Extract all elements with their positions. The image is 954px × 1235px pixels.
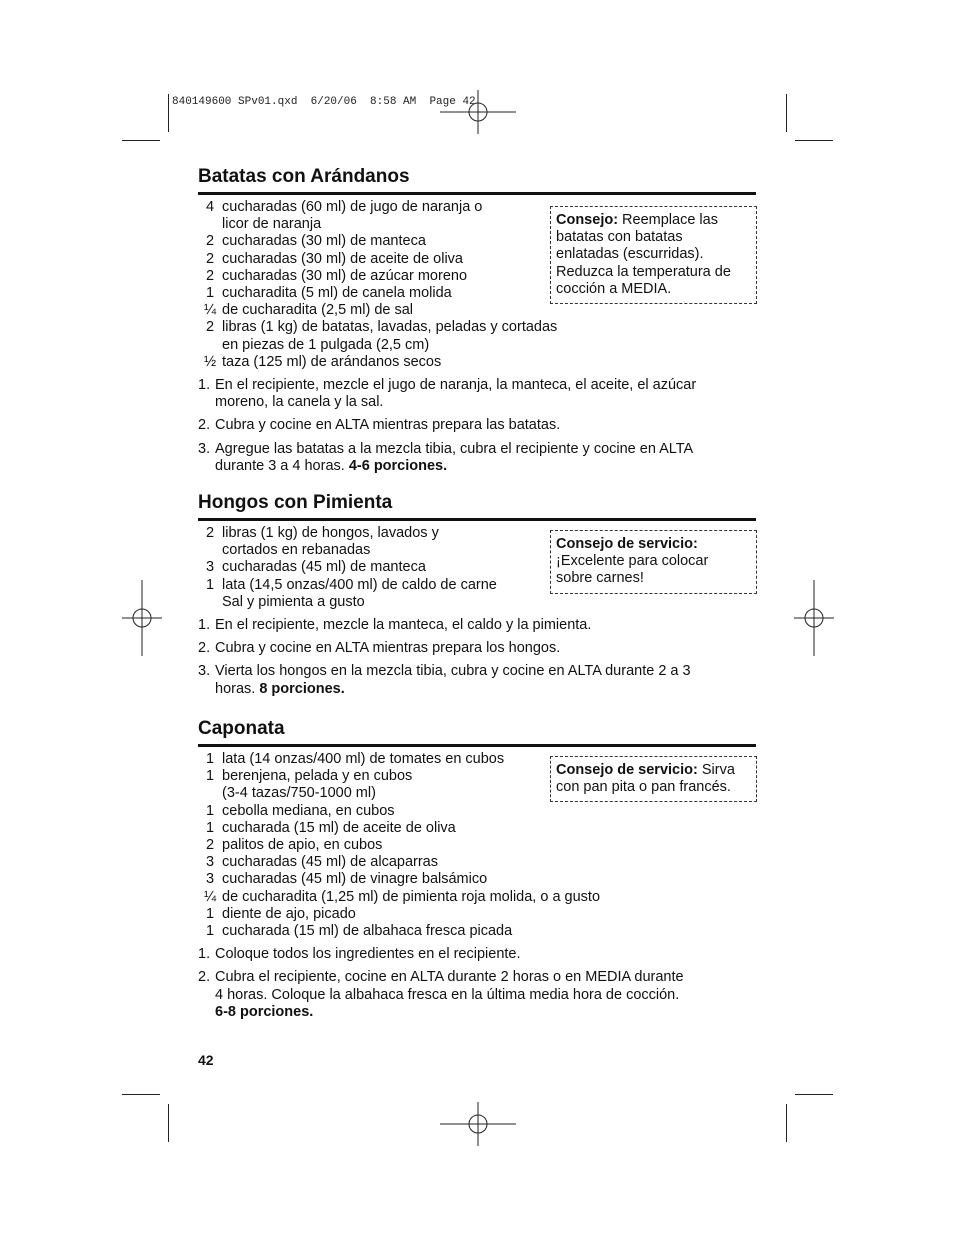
ingredient-qty: ¼ [203,888,217,905]
step-text: Coloque todos los ingredientes en el recipiente. [215,946,521,963]
tip-box [550,530,757,594]
step-item [198,969,756,1021]
ingredient-qty: 1 [205,768,215,785]
ingredient-qty: ¼ [203,302,217,319]
step-text: Agregue las batatas a la mezcla tibia, cubra el recipiente y cocine en ALTA durante 3 a 4 horas. [215,440,694,474]
step-text: Cubra el recipiente, cocine en ALTA durante 2 horas o en MEDIA durante 4 horas. Coloque la albahaca fresca en la última media hora de cocción. [215,969,684,1003]
ingredient-text: lata (14,5 onzas/400 ml) de caldo de carne [222,576,497,593]
tip-label: Consejo de servicio: [556,762,698,778]
ingredient-text: berenjena, pelada y en cubos (3-4 tazas/750-1000 ml) [222,768,413,802]
step-bold: 4-6 porciones. [348,457,448,474]
ingredient-text: cucharadas (45 ml) de alcaparras [222,854,438,871]
recipe-title: Caponata [198,719,756,747]
ingredient-qty: ½ [203,353,217,370]
registration-mark-left [122,580,162,656]
ingredient-text: cucharadas (45 ml) de manteca [222,559,426,576]
ingredient-qty: 1 [205,819,215,836]
ingredient-text: taza (125 ml) de arándanos secos [222,353,442,370]
step-text: En el recipiente, mezcle la manteca, el caldo y la pimienta. [215,617,592,634]
tip-text: Sirva con pan pita o pan francés. [556,762,735,796]
registration-mark-top [440,90,516,134]
crop-mark [795,140,833,141]
registration-mark-bottom [440,1102,516,1146]
ingredient-qty: 1 [205,285,215,302]
step-text: Cubra y cocine en ALTA mientras prepara los hongos. [215,640,561,657]
ingredient-item [198,854,756,871]
ingredient-item [198,354,756,371]
step-item [198,441,756,475]
ingredient-text: cucharada (15 ml) de aceite de oliva [222,819,456,836]
crop-mark [122,140,160,141]
ingredient-qty: 2 [205,250,215,267]
ingredient-text: cucharadita (5 ml) de canela molida [222,285,452,302]
ingredient-item [198,906,756,923]
ingredient-qty: 1 [205,751,215,767]
ingredient-qty: 1 [205,905,215,922]
tip-box [550,206,757,304]
ingredient-text: cebolla mediana, en cubos [222,802,395,819]
ingredient-text: libras (1 kg) de hongos, lavados y cortados en rebanadas [222,525,439,559]
step-item [198,640,756,657]
registration-mark-right [794,580,834,656]
crop-mark [795,1094,833,1095]
crop-mark [786,94,787,132]
step-number: 2. [198,640,211,657]
ingredient-qty: 2 [205,319,215,336]
crop-mark [168,94,169,132]
ingredient-qty: 1 [205,576,215,593]
ingredient-text: cucharadas (30 ml) de aceite de oliva [222,250,463,267]
step-number: 2. [198,417,211,434]
crop-mark [122,1094,160,1095]
ingredient-item [198,923,756,940]
ingredient-item [198,837,756,854]
tip-box [550,756,757,802]
ingredient-text: cucharadas (30 ml) de azúcar moreno [222,267,468,284]
step-item [198,377,756,411]
step-number: 2. [198,969,211,986]
ingredient-qty: 4 [205,199,215,215]
ingredient-text: cucharadas (45 ml) de vinagre balsámico [222,871,488,888]
ingredient-item [198,594,756,611]
ingredient-qty [198,594,222,611]
step-item [198,617,756,634]
step-number: 3. [198,440,211,457]
step-number: 1. [198,946,211,963]
step-number: 1. [198,377,211,394]
step-bold: 8 porciones. [259,680,345,697]
ingredient-text: lata (14 onzas/400 ml) de tomates en cubos [222,751,505,767]
step-number: 3. [198,663,211,680]
ingredient-item [198,302,756,319]
recipe-title: Batatas con Arándanos [198,167,756,195]
recipe-hongos [198,493,756,704]
ingredient-text: palitos de apio, en cubos [222,837,383,854]
ingredient-text: cucharadas (60 ml) de jugo de naranja o licor de naranja [222,199,483,233]
ingredient-item [198,803,756,820]
ingredient-qty: 2 [205,233,215,250]
printer-slug: 840149600 SPv01.qxd 6/20/06 8:58 AM Page 42 [172,96,476,108]
ingredient-text: cucharadas (30 ml) de manteca [222,233,426,250]
tip-label: Consejo de servicio: [556,536,698,552]
ingredient-item [198,820,756,837]
step-item [198,663,756,697]
ingredient-text: de cucharadita (1,25 ml) de pimienta roja molida, o a gusto [222,888,601,905]
step-text: Cubra y cocine en ALTA mientras prepara las batatas. [215,417,561,434]
ingredient-qty: 2 [205,267,215,284]
tip-label: Consejo: [556,212,619,228]
ingredient-qty: 2 [205,837,215,854]
step-bold: 6-8 porciones. [215,1003,314,1020]
tip-text: ¡Excelente para colocar sobre carnes! [556,553,709,587]
ingredient-text: diente de ajo, picado [222,905,356,922]
step-list [198,617,756,698]
step-item [198,946,756,963]
page-number: 42 [198,1052,214,1068]
step-number: 1. [198,617,211,634]
tip-text: Reemplace las batatas con batatas enlatadas (escurridas). Reduzca la temperatura de cocción a MEDIA. [556,212,731,297]
ingredient-qty: 3 [205,559,215,576]
ingredient-qty: 3 [205,871,215,888]
step-text: Vierta los hongos en la mezcla tibia, cubra y cocine en ALTA durante 2 a 3 horas. [215,663,691,697]
step-list [198,377,756,475]
ingredient-text: cucharada (15 ml) de albahaca fresca picada [222,923,513,940]
ingredient-qty: 2 [205,525,215,541]
recipe-title: Hongos con Pimienta [198,493,756,521]
ingredient-item [198,319,756,353]
ingredient-qty: 1 [205,923,215,940]
crop-mark [786,1104,787,1142]
ingredient-text: de cucharadita (2,5 ml) de sal [222,302,414,319]
step-item [198,417,756,434]
step-list [198,946,756,1021]
ingredient-qty: 1 [205,802,215,819]
step-text: En el recipiente, mezcle el jugo de naranja, la manteca, el aceite, el azúcar moreno, la canela y la sal. [215,377,697,411]
ingredient-item [198,889,756,906]
crop-mark [168,1104,169,1142]
ingredient-text: Sal y pimienta a gusto [222,593,365,610]
ingredient-item [198,871,756,888]
ingredient-qty: 3 [205,854,215,871]
ingredient-text: libras (1 kg) de batatas, lavadas, peladas y cortadas en piezas de 1 pulgada (2,5 cm) [222,319,558,353]
